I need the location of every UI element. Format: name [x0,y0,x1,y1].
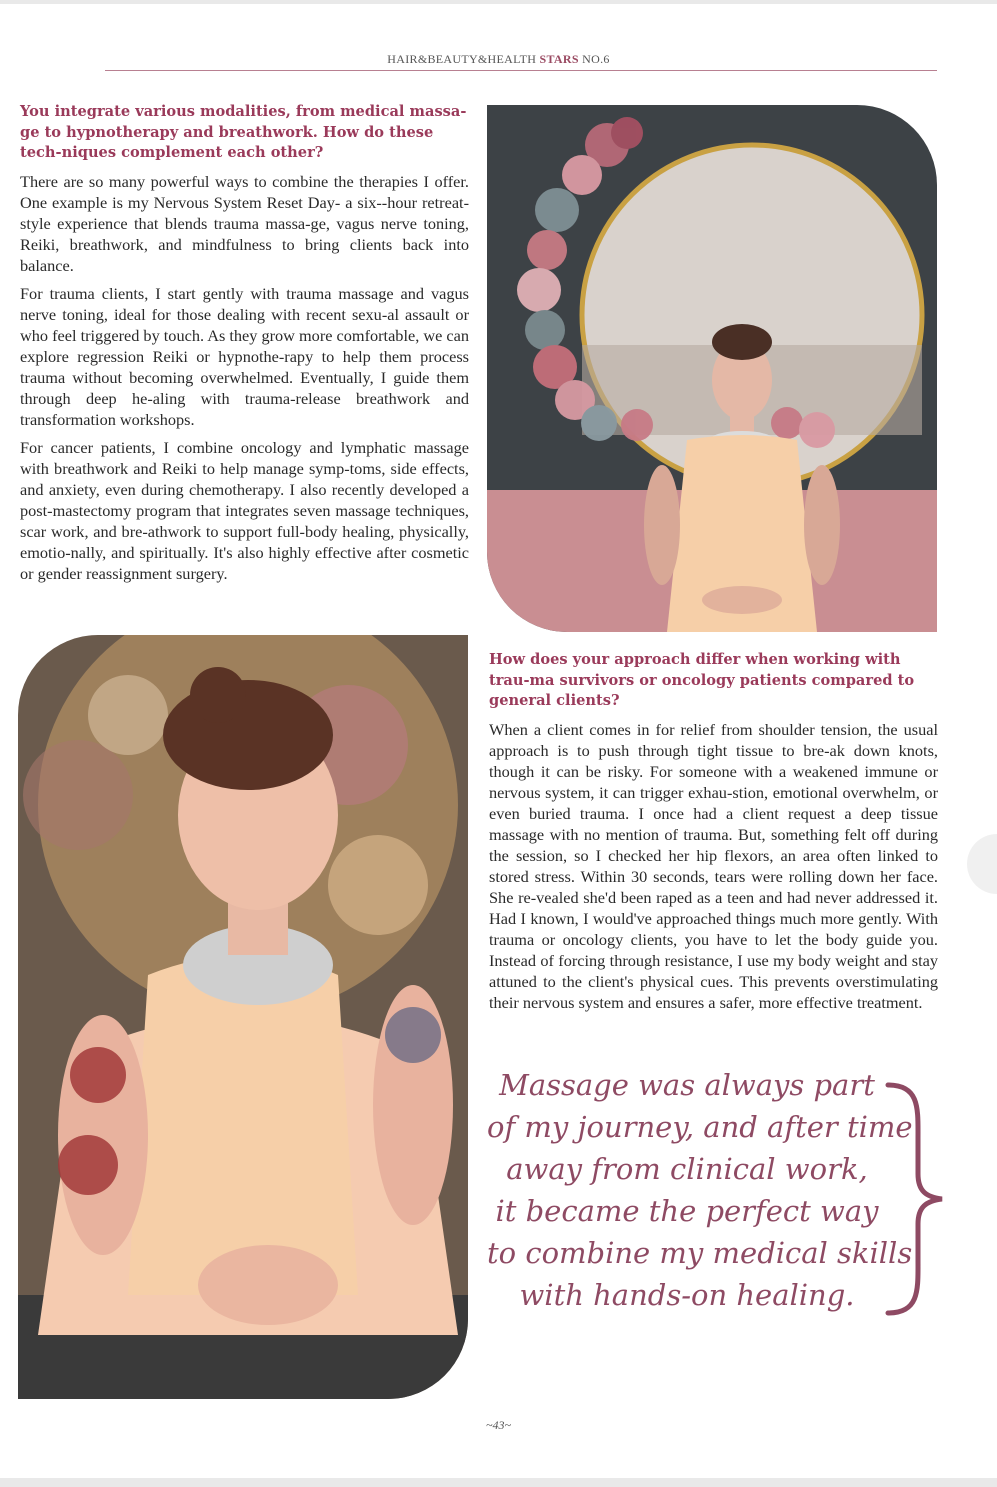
answer-approach-paragraph: When a client comes in for relief from shoulder tension, the usual approach is to push through tight tissue to bre-ak down knots, though it can be risky. For someone with a weakened immune or nervous system, it can trigger exhau-stion, emotional overwhelm, or even buried trauma. I once had a client request a deep tissue massage with no mention of trauma. But, something felt off during the session, so I checked her hip flexors, an area often linked to stored stress. Within 30 seconds, tears were rolling down her face. She re-vealed she'd been raped as a teen and had never addressed it. Had I known, I would've approached things much more gently. With trauma or oncology clients, you have to let the body guide you. Instead of forcing through resistance, I use my body weight and stay attuned to the client's physical cues. This prevents overstimulating their nervous system and ensures a safer, more effective treatment. [489,719,938,1012]
running-header [0,52,997,67]
answer-paragraph-1: There are so many powerful ways to combine the therapies I offer. One example is my Nervous System Reset Day- a six--hour retreat-style experience that blends trauma massa-ge, vagus nerve toning, Reiki, breathwork, and mindfulness to bring clients back into balance. [20,171,469,275]
quote-line: of my journey, and after time [487,1110,913,1144]
quote-line: with hands-on healing. [519,1278,855,1312]
magazine-page [0,4,997,1478]
quote-line: Massage was always part [499,1068,875,1102]
quote-line: away from clinical work, [506,1152,868,1186]
portrait-photo-table [18,635,468,1399]
page-edge-tab [967,834,997,894]
question-approach: How does your approach differ when working with trau-ma survivors or oncology patients compared to general clients? [489,651,915,709]
answer-paragraph-3: For cancer patients, I combine oncology and lymphatic massage with breathwork and Reiki to help manage symp-toms, side effects, and anxiety, even during chemotherapy. I also recently developed a post-mastectomy program that integrates seven massage techniques, scar work, and bre-athwork to support full-body healing, physically, emotio-nally, and spiritually. It's also highly effective after cosmetic or gender reassignment surgery. [20,437,469,583]
right-column [489,650,938,1020]
header-issue: NO.6 [578,52,610,66]
header-brand: STARS [539,52,579,66]
answer-paragraph-2: For trauma clients, I start gently with trauma massage and vagus nerve toning, ideal for those dealing with recent sexu-al assault or who feel triggered by touch. As they grow more comfortable, we can explore regression Reiki or hypnothe-rapy to help them process trauma without becoming overwhelmed. Eventually, I guide them through deep he-aling with trauma-release breathwork and transformation workshops. [20,283,469,429]
quote-line: to combine my medical skills [487,1236,913,1270]
portrait-photo-mirror [487,105,937,632]
quote-line: it became the perfect way [495,1194,879,1228]
table-scene-illustration [18,635,468,1399]
pull-quote [487,1064,913,1316]
header-prefix: HAIR&BEAUTY&HEALTH [387,52,540,66]
page-number: ~43~ [486,1418,511,1432]
mirror-scene-illustration [487,105,937,632]
question-modalities: You integrate various modalities, from medical massa-ge to hypnotherapy and breathwork. How do these tech-niques complement each other? [20,103,467,161]
left-column [20,102,469,591]
header-rule [105,70,937,71]
closing-brace-icon [880,1079,950,1319]
